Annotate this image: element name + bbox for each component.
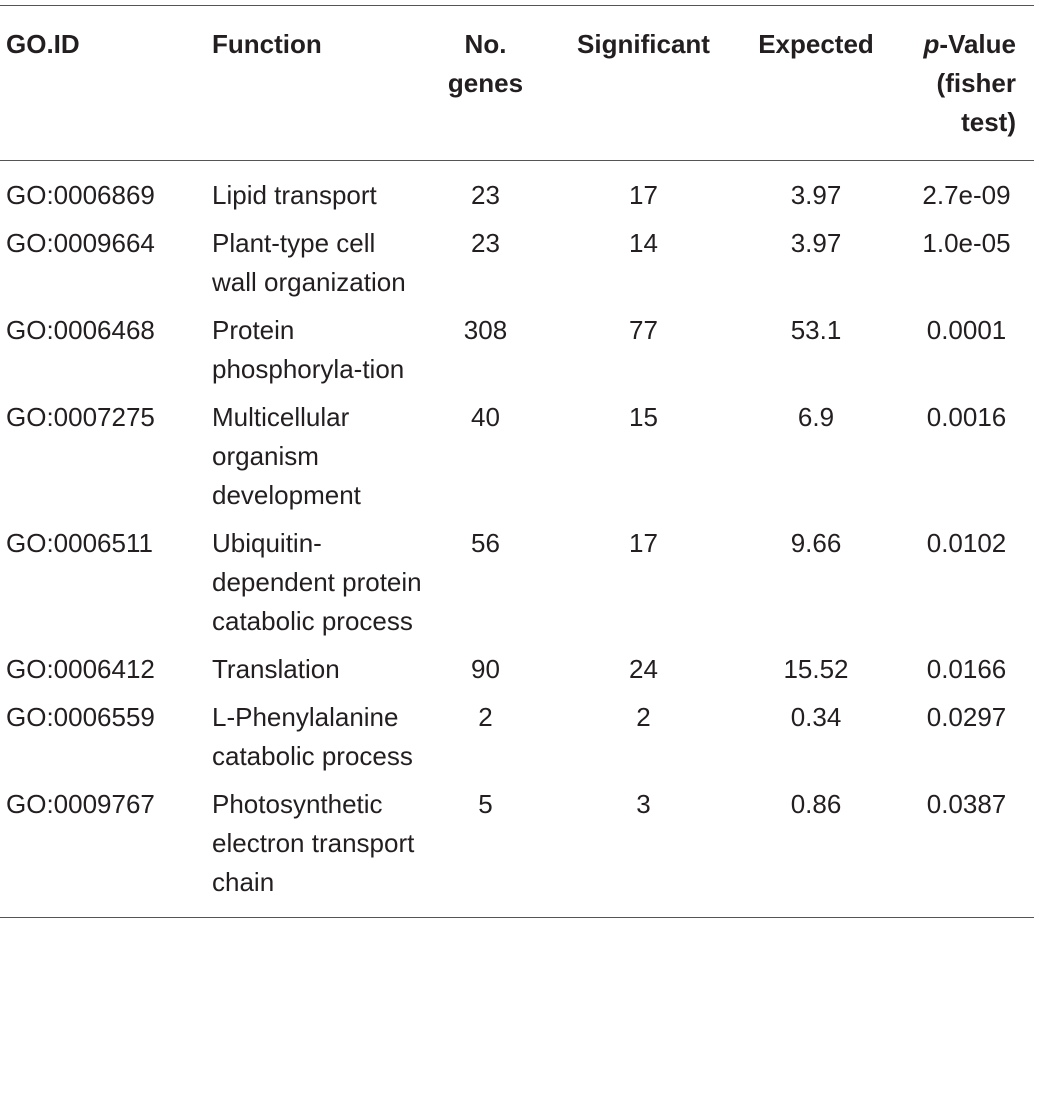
header-pvalue-line1: -Value <box>939 29 1016 59</box>
cell-significant: 17 <box>629 528 658 558</box>
cell-function: Plant-type cell wall organization <box>212 228 406 297</box>
table-row <box>0 224 1034 311</box>
cell-expected: 9.66 <box>790 528 842 558</box>
header-pvalue-line3: test) <box>961 107 1016 137</box>
cell-no-genes: 23 <box>471 180 500 210</box>
cell-function: Protein phosphoryla-tion <box>212 315 405 384</box>
cell-significant: 17 <box>629 180 658 210</box>
cell-go-id: GO:0006468 <box>6 315 155 345</box>
cell-function: L-Phenylalanine catabolic process <box>212 702 413 771</box>
cell-expected: 15.52 <box>783 654 849 684</box>
cell-go-id: GO:0009664 <box>6 228 155 258</box>
cell-function: Translation <box>212 654 340 684</box>
header-no-genes-line2: genes <box>447 68 524 98</box>
header-no-genes-line1: No. <box>464 29 507 59</box>
cell-expected: 6.9 <box>797 402 835 432</box>
cell-no-genes: 308 <box>463 315 508 345</box>
header-pvalue <box>891 6 1034 161</box>
cell-pvalue: 1.0e-05 <box>922 228 1011 258</box>
header-pvalue-line2: (fisher <box>936 68 1016 98</box>
cell-expected: 53.1 <box>790 315 842 345</box>
cell-significant: 24 <box>629 654 658 684</box>
table-row <box>0 524 1034 650</box>
table-row <box>0 398 1034 524</box>
cell-pvalue: 0.0166 <box>926 654 1007 684</box>
cell-significant: 77 <box>629 315 658 345</box>
header-go-id: GO.ID <box>6 29 80 59</box>
header-pvalue-p: p <box>923 29 940 59</box>
cell-go-id: GO:0006559 <box>6 702 155 732</box>
table-row <box>0 785 1034 918</box>
header-row <box>0 6 1034 161</box>
cell-no-genes: 23 <box>471 228 500 258</box>
cell-no-genes: 5 <box>478 789 493 819</box>
cell-pvalue: 0.0016 <box>926 402 1007 432</box>
cell-significant: 2 <box>636 702 651 732</box>
table-row <box>0 650 1034 698</box>
cell-go-id: GO:0009767 <box>6 789 155 819</box>
header-no-genes <box>425 6 546 161</box>
cell-pvalue: 0.0001 <box>926 315 1007 345</box>
cell-no-genes: 56 <box>471 528 500 558</box>
cell-pvalue: 2.7e-09 <box>922 180 1011 210</box>
cell-no-genes: 2 <box>478 702 493 732</box>
cell-function: Ubiquitin-dependent protein catabolic process <box>212 528 422 636</box>
table-row <box>0 311 1034 398</box>
cell-significant: 3 <box>636 789 651 819</box>
header-significant: Significant <box>577 29 710 59</box>
cell-function: Lipid transport <box>212 180 377 210</box>
cell-no-genes: 90 <box>471 654 500 684</box>
cell-function: Multicellular organism development <box>212 402 361 510</box>
cell-go-id: GO:0006412 <box>6 654 155 684</box>
table-header <box>0 6 1034 161</box>
go-enrichment-table <box>0 5 1034 918</box>
cell-go-id: GO:0007275 <box>6 402 155 432</box>
cell-pvalue: 0.0387 <box>926 789 1007 819</box>
table-row <box>0 698 1034 785</box>
cell-significant: 15 <box>629 402 658 432</box>
cell-pvalue: 0.0102 <box>926 528 1007 558</box>
cell-expected: 0.34 <box>790 702 842 732</box>
cell-no-genes: 40 <box>471 402 500 432</box>
cell-pvalue: 0.0297 <box>926 702 1007 732</box>
cell-expected: 0.86 <box>790 789 842 819</box>
header-expected: Expected <box>758 29 874 59</box>
cell-significant: 14 <box>629 228 658 258</box>
cell-expected: 3.97 <box>790 228 842 258</box>
header-function: Function <box>212 29 322 59</box>
cell-expected: 3.97 <box>790 180 842 210</box>
table-body <box>0 161 1034 918</box>
cell-function: Photosynthetic electron transport chain <box>212 789 415 897</box>
cell-go-id: GO:0006869 <box>6 180 155 210</box>
cell-go-id: GO:0006511 <box>6 528 153 558</box>
table-row <box>0 161 1034 225</box>
